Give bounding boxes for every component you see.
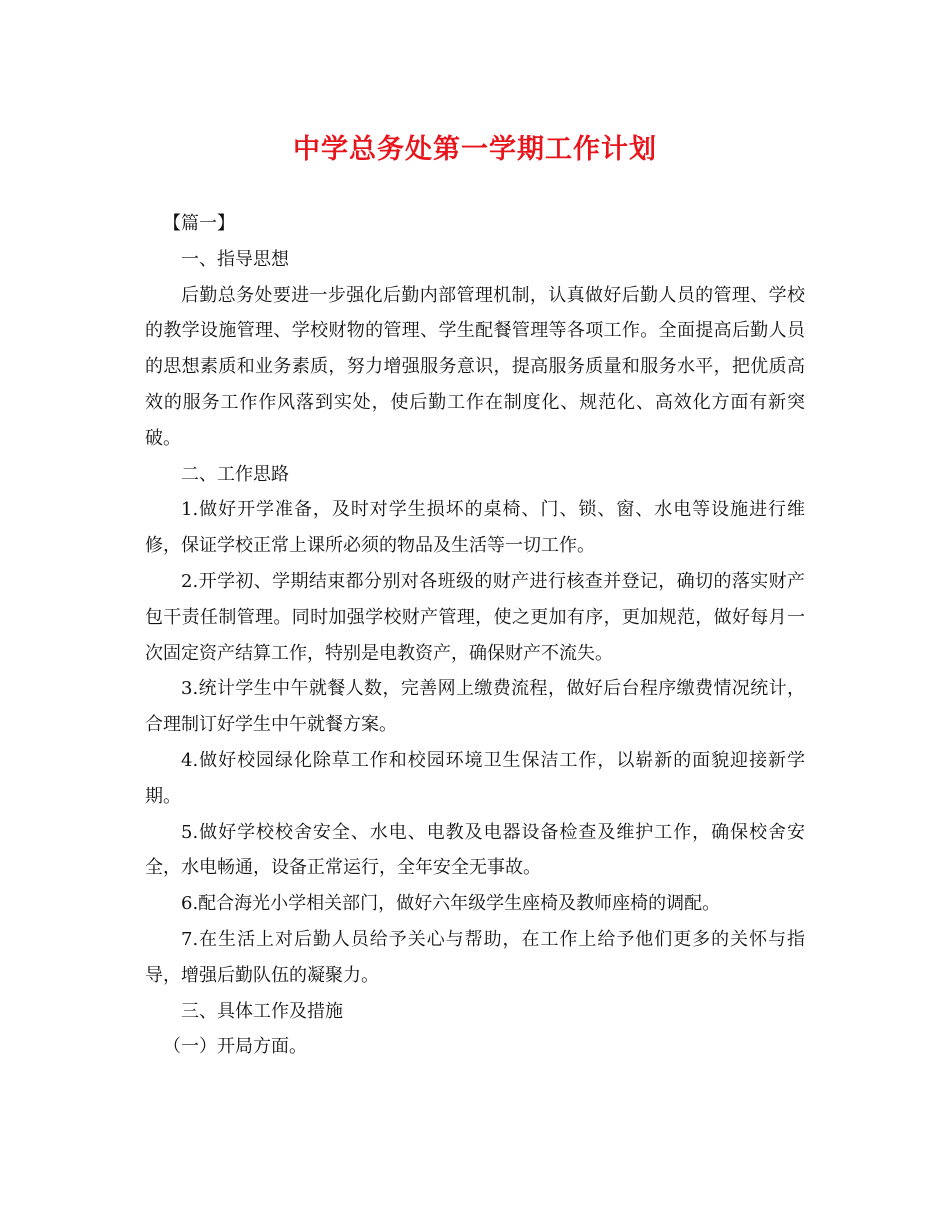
section-marker: 【篇一】 — [163, 213, 235, 234]
list-item-3: 3.统计学生中午就餐人数，完善网上缴费流程，做好后台程序缴费情况统计，合理制订好学生中午就餐方案。 — [145, 678, 805, 736]
paragraph-guiding-ideology: 后勤总务处要进一步强化后勤内部管理机制，认真做好后勤人员的管理、学校的教学设施管理、学校财物的管理、学生配餐管理等各项工作。全面提高后勤人员的思想素质和业务素质，努力增强服务意识，提高服务质量和服务水平，把优质高效的服务工作作风落到实处，使后勤工作在制度化、规范化、高效化方面有新突破。 — [145, 284, 805, 449]
list-item-6: 6.配合海光小学相关部门，做好六年级学生座椅及教师座椅的调配。 — [181, 893, 721, 915]
heading-specific-measures: 三、具体工作及措施 — [181, 1000, 343, 1022]
list-item-4: 4.做好校园绿化除草工作和校园环境卫生保洁工作，以崭新的面貌迎接新学期。 — [145, 749, 805, 807]
list-item-7: 7.在生活上对后勤人员给予关心与帮助，在工作上给予他们更多的关怀与指导，增强后勤队伍的凝聚力。 — [145, 928, 805, 986]
list-item-1: 1.做好开学准备，及时对学生损坏的桌椅、门、锁、窗、水电等设施进行维修，保证学校正常上课所必须的物品及生活等一切工作。 — [145, 499, 805, 557]
heading-work-approach: 二、工作思路 — [181, 463, 289, 485]
list-item-2: 2.开学初、学期结束都分别对各班级的财产进行核查并登记，确切的落实财产包干责任制管理。同时加强学校财产管理，使之更加有序，更加规范，做好每月一次固定资产结算工作，特别是电教资产，确保财产不流失。 — [145, 570, 805, 664]
subheading-opening: （一）开局方面。 — [163, 1036, 307, 1058]
heading-guiding-ideology: 一、指导思想 — [181, 248, 289, 270]
list-item-5: 5.做好学校校舍安全、水电、电教及电器设备检查及维护工作，确保校舍安全，水电畅通，设备正常运行，全年安全无事故。 — [145, 821, 805, 879]
document-body — [145, 206, 805, 1065]
document-title: 中学总务处第一学期工作计划 — [293, 134, 657, 165]
